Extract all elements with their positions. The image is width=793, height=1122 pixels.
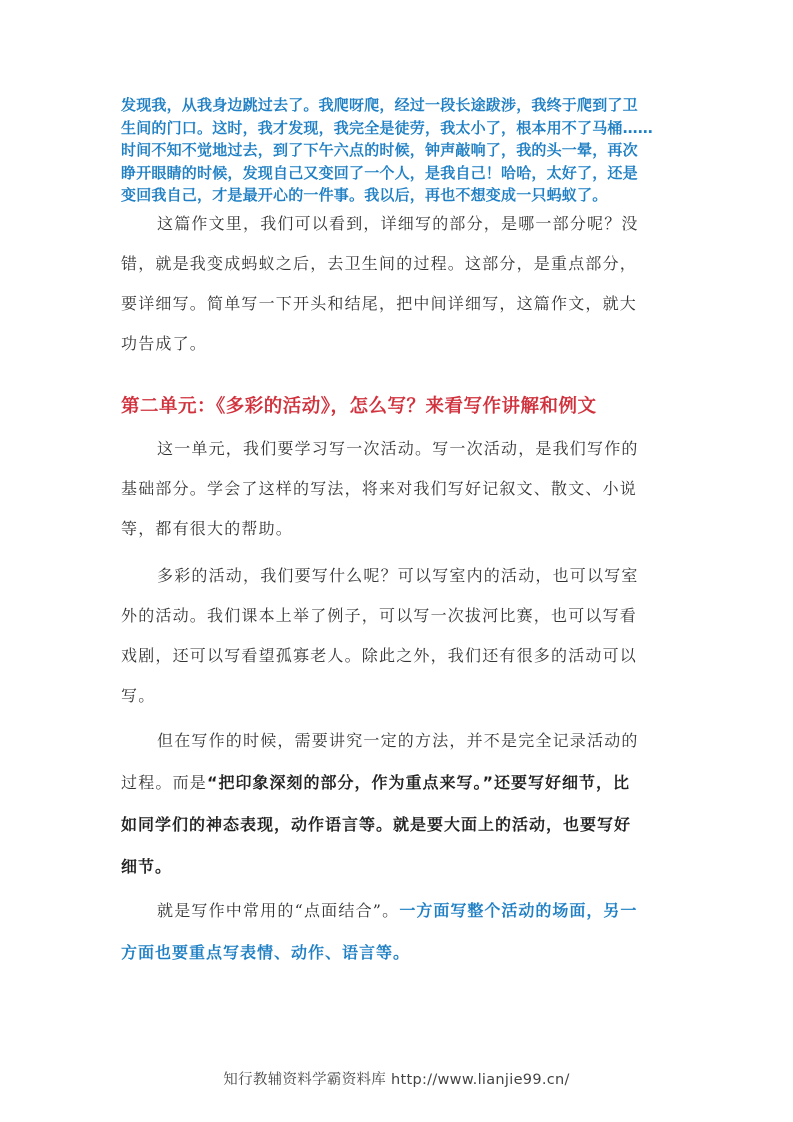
highlight-line: 方面也要重点写表情、动作、语言等。 (121, 943, 411, 962)
paragraph-line: 但在写作的时候，需要讲究一定的方法，并不是完全记录活动的 (157, 731, 639, 750)
paragraph-2 (121, 429, 673, 549)
paragraph-line: 等，都有很大的帮助。 (121, 519, 294, 538)
intro-quote (121, 94, 681, 207)
paragraph-line: 基础部分。学会了这样的写法，将来对我们写好记叙文、散文、小说 (121, 479, 638, 498)
emphasis-text: “把印象深刻的部分，作为重点来写。”还要写好细节，比 (207, 773, 631, 792)
normal-text: 过程。而是 (121, 773, 208, 792)
paragraph-line (121, 890, 673, 932)
paragraph-5 (121, 890, 673, 974)
paragraph-4 (121, 720, 673, 888)
quote-line: 生间的门口。这时，我才发现，我完全是徒劳，我太小了，根本用不了马桶…… (121, 118, 654, 137)
paragraph-line: 这篇作文里，我们可以看到，详细写的部分，是哪一部分呢？没 (157, 214, 639, 233)
paragraph-line: 戏剧，还可以写看望孤寡老人。除此之外，我们还有很多的活动可以 (121, 646, 638, 665)
quote-line: 变回我自己，才是最开心的一件事。我以后，再也不想变成一只蚂蚁了。 (121, 186, 608, 204)
paragraph-line: 功告成了。 (121, 334, 208, 353)
quote-line: 时间不知不觉地过去，到了下午六点的时候，钟声敲响了，我的头一晕，再次 (121, 141, 638, 159)
paragraph-1 (121, 204, 673, 364)
quote-line: 发现我，从我身边跳过去了。我爬呀爬，经过一段长途跋涉，我终于爬到了卫 (121, 96, 638, 114)
paragraph-line: 写。 (121, 686, 156, 705)
quote-line: 睁开眼睛的时候，发现自己又变回了一个人，是我自己！哈哈，太好了，还是 (121, 163, 638, 182)
paragraph-line: 这一单元，我们要学习写一次活动。写一次活动，是我们写作的 (157, 439, 639, 458)
paragraph-line (121, 762, 673, 804)
paragraph-line: 多彩的活动，我们要写什么呢？可以写室内的活动，也可以写室 (157, 566, 639, 585)
normal-text: 就是写作中常用的“点面结合”。 (157, 901, 400, 920)
paragraph-line: 要详细写。简单写一下开头和结尾，把中间详细写，这篇作文，就大 (121, 294, 638, 313)
paragraph-3 (121, 556, 673, 716)
emphasis-line: 如同学们的神态表现，动作语言等。就是要大面上的活动，也要写好 (121, 815, 632, 834)
emphasis-line: 细节。 (121, 857, 173, 876)
footer-watermark: 知行教辅资料学霸资料库 http://www.lianjie99.cn/ (223, 1072, 570, 1088)
paragraph-line: 错，就是我变成蚂蚁之后，去卫生间的过程。这部分，是重点部分， (121, 254, 638, 273)
highlight-text: 一方面写整个活动的场面，另一 (399, 901, 638, 920)
section-heading: 第二单元：《多彩的活动》，怎么写？来看写作讲解和例文 (121, 396, 597, 417)
paragraph-line: 外的活动。我们课本上举了例子，可以写一次拔河比赛，也可以写看 (121, 606, 638, 625)
